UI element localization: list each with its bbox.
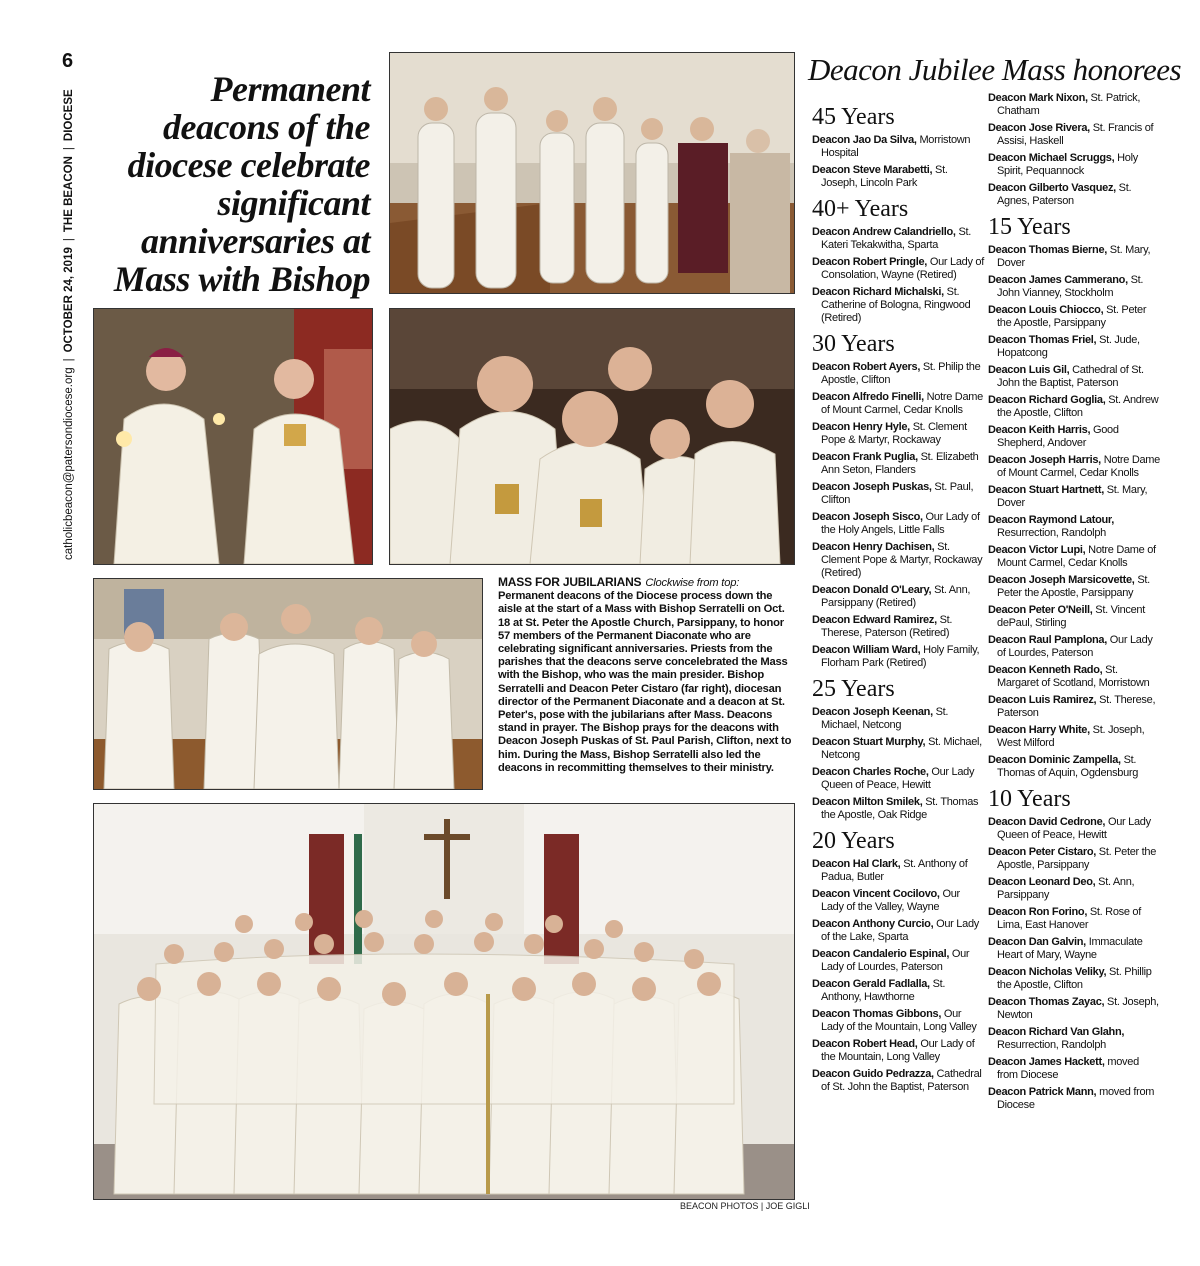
honoree-parish: Notre Dame of Mount Carmel, Cedar Knolls — [821, 391, 983, 416]
honoree-name: Deacon James Hackett, — [988, 1056, 1105, 1068]
honoree-entry — [988, 634, 1160, 660]
honoree-parish: Morristown Hospital — [821, 134, 971, 159]
honoree-parish: Our Lady of the Mountain, Long Valley — [821, 1038, 975, 1063]
honoree-name: Deacon Dominic Zampella, — [988, 754, 1121, 766]
honoree-entry — [988, 334, 1160, 360]
honoree-parish: St. Peter the Apostle, Parsippany — [997, 574, 1150, 599]
honoree-name: Deacon Thomas Bierne, — [988, 244, 1108, 256]
anniversary-heading: 10 Years — [988, 786, 1071, 812]
honoree-entry — [812, 1038, 984, 1064]
honoree-name: Deacon Alfredo Finelli, — [812, 391, 924, 403]
honoree-parish: Our Lady of the Holy Angels, Little Falls — [821, 511, 980, 536]
honoree-parish: St. Vincent dePaul, Stirling — [997, 604, 1145, 629]
honoree-name: Deacon David Cedrone, — [988, 816, 1106, 828]
honoree-entry — [988, 454, 1160, 480]
honoree-parish: St. Catherine of Bologna, Ringwood (Retired) — [821, 286, 971, 324]
honoree-name: Deacon Hal Clark, — [812, 858, 901, 870]
honoree-entry — [812, 858, 984, 884]
honoree-entry — [988, 816, 1160, 842]
honoree-name: Deacon Robert Pringle, — [812, 256, 928, 268]
honoree-entry — [812, 614, 984, 640]
honoree-entry — [812, 948, 984, 974]
honoree-entry — [812, 766, 984, 792]
anniversary-heading: 40+ Years — [812, 196, 909, 222]
honoree-entry — [988, 694, 1160, 720]
honoree-entry — [812, 421, 984, 447]
honoree-parish: St. Patrick, Chatham — [997, 92, 1141, 117]
anniversary-heading: 25 Years — [812, 676, 895, 702]
photo-deacons-prayer — [389, 308, 795, 565]
honoree-parish: Our Lady of Lourdes, Paterson — [821, 948, 970, 973]
honoree-parish: St. Anthony, Hawthorne — [821, 978, 946, 1003]
caption-body: Permanent deacons of the Diocese process down the aisle at the start of a Mass with Bishop Serratelli on Oct. 18 at St. Peter the Apostle Church, Parsippany, to honor 57 members of the Permanent Diaconate who are celebrating significant anniversaries. Priests from the parishes that the deacons serve concelebrated the Mass with the Bishop, who was the main presider. Bishop Serratelli and Deacon Peter Cistaro (far right), diocesan director of the Permanent Diaconate and a deacon at St. Peter's, pose with the jubilarians after Mass. Deacons stand in prayer. The Bishop prays for the deacons with Deacon Joseph Puskas of St. Paul Parish, Clifton, next to him. During the Mass, Bishop Serratelli also led the deacons in recommitting themselves to their ministry. — [498, 590, 792, 774]
honoree-parish: Resurrection, Randolph — [997, 1039, 1106, 1051]
honoree-parish: St. Ann, Parsippany (Retired) — [821, 584, 971, 609]
spine-folio — [56, 90, 82, 560]
honoree-parish: Immaculate Heart of Mary, Wayne — [997, 936, 1143, 961]
honoree-entry — [988, 754, 1160, 780]
honoree-entry — [988, 152, 1160, 178]
honoree-name: Deacon Joseph Sisco, — [812, 511, 923, 523]
honoree-entry — [988, 1026, 1160, 1052]
honoree-entry — [988, 1086, 1160, 1112]
honoree-entry — [988, 846, 1160, 872]
honoree-entry — [812, 511, 984, 537]
honoree-name: Deacon Jao Da Silva, — [812, 134, 917, 146]
honoree-parish: Our Lady of the Mountain, Long Valley — [821, 1008, 977, 1033]
honoree-name: Deacon Jose Rivera, — [988, 122, 1090, 134]
honoree-parish: St. Michael, Netcong — [821, 706, 949, 731]
honoree-entry — [988, 604, 1160, 630]
honoree-name: Deacon Robert Head, — [812, 1038, 918, 1050]
honoree-parish: Notre Dame of Mount Carmel, Cedar Knolls — [997, 454, 1160, 479]
photo-group — [93, 803, 795, 1200]
honoree-entry — [812, 541, 984, 580]
page-number: 6 — [62, 50, 74, 72]
honoree-parish: St. Paul, Clifton — [821, 481, 974, 506]
honoree-entry — [988, 424, 1160, 450]
honoree-name: Deacon Andrew Calandriello, — [812, 226, 956, 238]
honoree-entry — [988, 364, 1160, 390]
spine-separator: | — [63, 358, 75, 362]
honoree-entry — [812, 226, 984, 252]
honoree-entry — [988, 664, 1160, 690]
honoree-name: Deacon Donald O'Leary, — [812, 584, 932, 596]
spine-email: catholicbeacon@patersondiocese.org — [63, 367, 75, 560]
honoree-name: Deacon Joseph Harris, — [988, 454, 1101, 466]
honoree-parish: Holy Spirit, Pequannock — [997, 152, 1138, 177]
caption-subheading: Clockwise from top: — [645, 577, 740, 589]
honoree-parish: St. Clement Pope & Martyr, Rockaway — [821, 421, 967, 446]
honoree-name: Deacon Leonard Deo, — [988, 876, 1096, 888]
honoree-parish: Our Lady Queen of Peace, Hewitt — [821, 766, 975, 791]
honoree-entry — [988, 274, 1160, 300]
spine-separator: | — [63, 238, 75, 242]
honoree-entry — [988, 544, 1160, 570]
honoree-name: Deacon Richard Michalski, — [812, 286, 944, 298]
honoree-name: Deacon Mark Nixon, — [988, 92, 1088, 104]
honoree-name: Deacon Raul Pamplona, — [988, 634, 1108, 646]
honoree-name: Deacon Candalerio Espinal, — [812, 948, 950, 960]
honoree-parish: Good Shepherd, Andover — [997, 424, 1119, 449]
honoree-entry — [812, 978, 984, 1004]
honoree-entry — [988, 304, 1160, 330]
honoree-entry — [988, 92, 1160, 118]
spine-section: DIOCESE — [63, 89, 75, 142]
honoree-parish: St. Joseph, West Milford — [997, 724, 1145, 749]
honoree-entry — [812, 736, 984, 762]
honoree-parish: St. Elizabeth Ann Seton, Flanders — [821, 451, 979, 476]
honoree-name: Deacon Steve Marabetti, — [812, 164, 933, 176]
honoree-entry — [812, 164, 984, 190]
honoree-name: Deacon Guido Pedrazza, — [812, 1068, 934, 1080]
honoree-entry — [988, 514, 1160, 540]
honoree-name: Deacon Michael Scruggs, — [988, 152, 1115, 164]
honoree-parish: St. Rose of Lima, East Hanover — [997, 906, 1141, 931]
honoree-name: Deacon Stuart Hartnett, — [988, 484, 1104, 496]
honoree-name: Deacon Richard Goglia, — [988, 394, 1106, 406]
honoree-parish: Our Lady Queen of Peace, Hewitt — [997, 816, 1151, 841]
honoree-parish: St. Agnes, Paterson — [997, 182, 1132, 207]
honoree-name: Deacon Raymond Latour, — [988, 514, 1115, 526]
honoree-parish: Our Lady of Lourdes, Paterson — [997, 634, 1153, 659]
honorees-title: Deacon Jubilee Mass honorees — [808, 52, 1182, 87]
honoree-parish: St. Mary, Dover — [997, 484, 1148, 509]
honoree-entry — [988, 574, 1160, 600]
honoree-name: Deacon Thomas Gibbons, — [812, 1008, 942, 1020]
honoree-parish: moved from Diocese — [997, 1056, 1139, 1081]
honoree-parish: St. Thomas of Aquin, Ogdensburg — [997, 754, 1139, 779]
honoree-parish: St. Francis of Assisi, Haskell — [997, 122, 1154, 147]
honoree-parish: St. John Vianney, Stockholm — [997, 274, 1144, 299]
honoree-entry — [812, 361, 984, 387]
honoree-name: Deacon Richard Van Glahn, — [988, 1026, 1125, 1038]
honoree-parish: St. Ann, Parsippany — [997, 876, 1135, 901]
honoree-parish: St. Jude, Hopatcong — [997, 334, 1140, 359]
honoree-entry — [812, 391, 984, 417]
honoree-parish: St. Therese, Paterson (Retired) — [821, 614, 953, 639]
honoree-entry — [812, 481, 984, 507]
honoree-parish: moved from Diocese — [997, 1086, 1155, 1111]
anniversary-heading: 15 Years — [988, 214, 1071, 240]
honoree-parish: St. Thomas the Apostle, Oak Ridge — [821, 796, 979, 821]
honoree-name: Deacon Henry Dachisen, — [812, 541, 935, 553]
honoree-entry — [812, 1008, 984, 1034]
honoree-name: Deacon Ron Forino, — [988, 906, 1088, 918]
honoree-name: Deacon Joseph Marsicovette, — [988, 574, 1135, 586]
honoree-name: Deacon Luis Ramirez, — [988, 694, 1097, 706]
honoree-parish: St. Margaret of Scotland, Morristown — [997, 664, 1150, 689]
honoree-name: Deacon Peter O'Neill, — [988, 604, 1093, 616]
honoree-name: Deacon William Ward, — [812, 644, 921, 656]
caption-heading: MASS FOR JUBILARIANS — [498, 575, 642, 589]
honoree-parish: St. Anthony of Padua, Butler — [821, 858, 968, 883]
photo-bishop-prays — [93, 308, 373, 565]
honoree-name: Deacon Keith Harris, — [988, 424, 1091, 436]
honoree-name: Deacon Frank Puglia, — [812, 451, 918, 463]
honoree-entry — [988, 244, 1160, 270]
honoree-entry — [812, 644, 984, 670]
photo-caption — [498, 576, 794, 775]
anniversary-heading: 45 Years — [812, 104, 895, 130]
honoree-parish: Holy Family, Florham Park (Retired) — [821, 644, 980, 669]
honoree-parish: Our Lady of Consolation, Wayne (Retired) — [821, 256, 984, 281]
honoree-parish: St. Therese, Paterson — [997, 694, 1156, 719]
honoree-entry — [812, 706, 984, 732]
honoree-name: Deacon Anthony Curcio, — [812, 918, 934, 930]
honoree-parish: St. Peter the Apostle, Parsippany — [997, 304, 1147, 329]
honoree-entry — [812, 286, 984, 325]
honoree-parish: St. Peter the Apostle, Parsippany — [997, 846, 1157, 871]
anniversary-heading: 20 Years — [812, 828, 895, 854]
honoree-parish: Resurrection, Randolph — [997, 527, 1106, 539]
honoree-name: Deacon Victor Lupi, — [988, 544, 1086, 556]
honoree-name: Deacon Joseph Puskas, — [812, 481, 932, 493]
honoree-parish: St. Michael, Netcong — [821, 736, 982, 761]
honoree-name: Deacon Vincent Cocilovo, — [812, 888, 940, 900]
honoree-entry — [988, 394, 1160, 420]
honoree-parish: St. Mary, Dover — [997, 244, 1151, 269]
honoree-parish: St. Joseph, Lincoln Park — [821, 164, 948, 189]
honoree-entry — [812, 1068, 984, 1094]
spine-publication: THE BEACON — [63, 156, 75, 233]
honoree-entry — [988, 122, 1160, 148]
honoree-name: Deacon Peter Cistaro, — [988, 846, 1097, 858]
honoree-entry — [812, 796, 984, 822]
honoree-entry — [812, 134, 984, 160]
honoree-entry — [988, 876, 1160, 902]
honoree-parish: St. Clement Pope & Martyr, Rockaway (Retired) — [821, 541, 983, 579]
honoree-entry — [812, 256, 984, 282]
honoree-name: Deacon Patrick Mann, — [988, 1086, 1097, 1098]
honoree-entry — [812, 584, 984, 610]
honoree-entry — [988, 966, 1160, 992]
honoree-parish: St. Andrew the Apostle, Clifton — [997, 394, 1159, 419]
honoree-name: Deacon Thomas Friel, — [988, 334, 1097, 346]
honoree-name: Deacon Dan Galvin, — [988, 936, 1086, 948]
honoree-name: Deacon Edward Ramirez, — [812, 614, 937, 626]
honoree-parish: Our Lady of the Lake, Sparta — [821, 918, 979, 943]
honoree-name: Deacon Gerald Fadlalla, — [812, 978, 930, 990]
honoree-name: Deacon Joseph Keenan, — [812, 706, 933, 718]
honoree-name: Deacon Charles Roche, — [812, 766, 929, 778]
honoree-parish: St. Philip the Apostle, Clifton — [821, 361, 981, 386]
honoree-parish: St. Phillip the Apostle, Clifton — [997, 966, 1152, 991]
honoree-entry — [812, 888, 984, 914]
honoree-parish: St. Joseph, Newton — [997, 996, 1159, 1021]
honoree-name: Deacon Harry White, — [988, 724, 1090, 736]
honoree-entry — [988, 724, 1160, 750]
anniversary-heading: 30 Years — [812, 331, 895, 357]
honorees-column-b — [988, 92, 1160, 1116]
honoree-entry — [988, 182, 1160, 208]
honoree-name: Deacon Henry Hyle, — [812, 421, 910, 433]
spine-date: OCTOBER 24, 2019 — [63, 247, 75, 353]
honoree-parish: Cathedral of St. John the Baptist, Paterson — [997, 364, 1144, 389]
honoree-parish: Cathedral of St. John the Baptist, Paterson — [821, 1068, 982, 1093]
honoree-entry — [988, 936, 1160, 962]
honoree-name: Deacon Louis Chiocco, — [988, 304, 1104, 316]
honoree-entry — [988, 906, 1160, 932]
honoree-parish: Notre Dame of Mount Carmel, Cedar Knolls — [997, 544, 1156, 569]
photo-credit: BEACON PHOTOS | JOE GIGLI — [680, 1201, 810, 1211]
honorees-column-a — [812, 98, 984, 1098]
honoree-parish: St. Kateri Tekakwitha, Sparta — [821, 226, 972, 251]
honoree-name: Deacon Thomas Zayac, — [988, 996, 1105, 1008]
honoree-name: Deacon Gilberto Vasquez, — [988, 182, 1116, 194]
headline: Permanent deacons of the diocese celebrate significant anniversaries at Mass with Bishop — [113, 69, 370, 299]
honoree-name: Deacon Milton Smilek, — [812, 796, 923, 808]
honoree-name: Deacon Nicholas Veliky, — [988, 966, 1107, 978]
honoree-entry — [812, 918, 984, 944]
honoree-entry — [988, 1056, 1160, 1082]
photo-deacons-pews — [93, 578, 483, 790]
honoree-name: Deacon Luis Gil, — [988, 364, 1070, 376]
honoree-entry — [988, 996, 1160, 1022]
honoree-entry — [988, 484, 1160, 510]
honoree-name: Deacon Robert Ayers, — [812, 361, 921, 373]
honoree-parish: Our Lady of the Valley, Wayne — [821, 888, 960, 913]
honoree-name: Deacon Stuart Murphy, — [812, 736, 926, 748]
honoree-name: Deacon James Cammerano, — [988, 274, 1128, 286]
spine-separator: | — [63, 147, 75, 151]
photo-procession — [389, 52, 795, 294]
honoree-name: Deacon Kenneth Rado, — [988, 664, 1103, 676]
honoree-entry — [812, 451, 984, 477]
